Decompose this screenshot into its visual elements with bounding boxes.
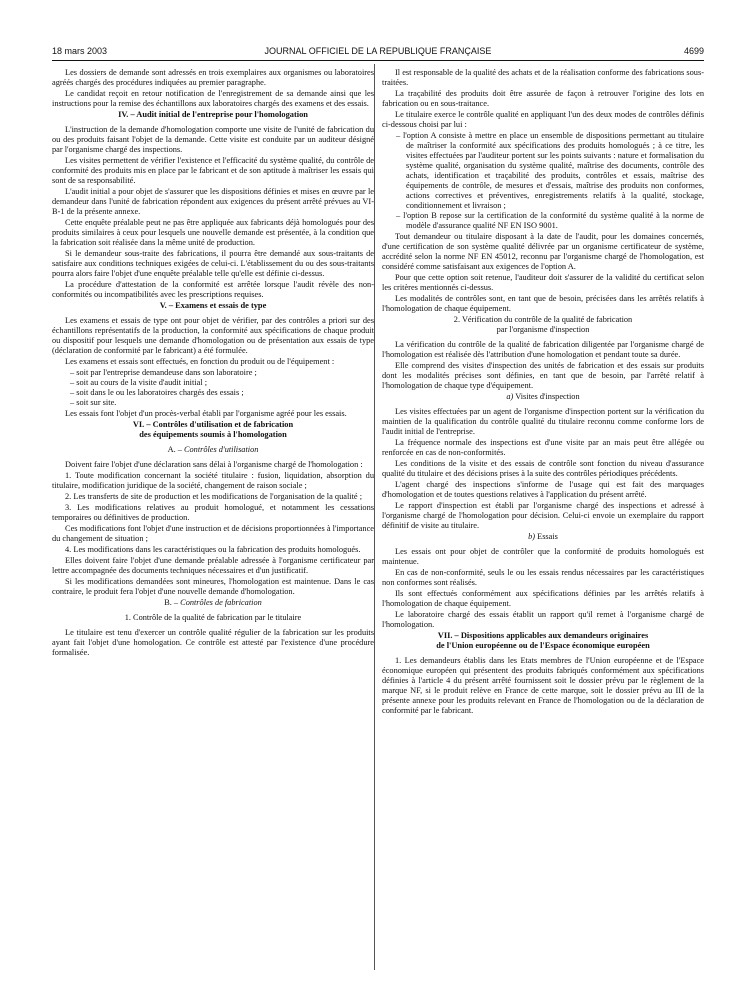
- section-heading-vi: [52, 420, 374, 440]
- subsection-title: Visites d'inspection: [515, 391, 580, 401]
- paragraph: Doivent faire l'objet d'une déclaration sans délai à l'organisme chargé de l'homologation :: [65, 460, 363, 470]
- heading-line: par l'organisme d'inspection: [496, 324, 590, 334]
- list-item: – soit sur site.: [70, 398, 117, 408]
- issue-date: 18 mars 2003: [52, 46, 108, 56]
- sub-subsection-heading-b1: 1. Contrôle de la qualité de fabrication par le titulaire: [124, 613, 302, 623]
- column-divider: [374, 64, 375, 970]
- subsection-title: Contrôles d'utilisation: [183, 445, 259, 455]
- list-item: – soit au cours de la visite d'audit initial ;: [70, 378, 208, 388]
- paragraph: Les conditions de la visite et des essais de contrôle sont fonction du niveau d'assurance qualité du titulaire et des décisions prises à la suite des contrôles périodiques précédents.: [382, 458, 704, 478]
- subsection-title: Essais: [537, 531, 558, 541]
- paragraph: 1. Les demandeurs établis dans les Etats membres de l'Union européenne et de l'Espace économique européen qui présentent des produits fabriqués conformément aux spécifications définies à l'article 4 du présent arrêté fournissent soit le dossier prévu par le règlement de la marque NF, si le produit relève en France de cette marque, soit le dossier prévu au III de la présente annexe pour les produits relevant en France de l'homologation ou de la déclaration de conformité par le fabricant.: [382, 655, 704, 715]
- paragraph: Le laboratoire chargé des essais établit un rapport qu'il remet à l'organisme chargé de l'homologation.: [382, 609, 704, 629]
- paragraph: Elle comprend des visites d'inspection des unités de fabrication et des essais sur produits dont les modalités précises sont définies, en tant que de besoin, par l'arrêté relatif à l'homologation de chaque type d'équipement.: [382, 360, 704, 390]
- paragraph: Le rapport d'inspection est établi par l'organisme chargé des inspections et adressé à l'organisme chargé de l'homologation pour décision. Celui-ci envoie un exemplaire du rapport définitif de visite au titulaire.: [382, 500, 704, 530]
- paragraph: 3. Les modifications relatives au produit homologué, et notamment les cessations temporaires ou définitives de production.: [52, 503, 374, 523]
- paragraph: Les examens et essais sont effectués, en fonction du produit ou de l'équipement :: [65, 357, 335, 367]
- paragraph: Les dossiers de demande sont adressés en trois exemplaires aux organismes ou laboratoires agréés chargés des procédures indiquées au premier paragraphe.: [52, 68, 374, 87]
- header-rule: [52, 60, 704, 61]
- subsection-heading-b: [52, 598, 374, 608]
- paragraph: Elles doivent faire l'objet d'une demande préalable adressée à l'organisme certificateur par lettre accompagnée des documents techniques nécessaires et d'un justificatif.: [52, 556, 374, 576]
- control-options-list: [382, 131, 704, 231]
- heading-line: des équipements soumis à l'homologation: [139, 430, 287, 440]
- list-item: – soit dans le ou les laboratoires chargés des essais ;: [70, 388, 244, 398]
- sub-subsection-heading-b2: [382, 315, 704, 335]
- page-header: [52, 46, 704, 60]
- subsection-heading-a: [52, 445, 374, 455]
- subsection-letter: A. –: [167, 445, 182, 455]
- paragraph: Pour que cette option soit retenue, l'auditeur doit s'assurer de la validité du certificat selon les critères mentionnés ci-dessus.: [382, 273, 704, 292]
- paragraph: En cas de non-conformité, seuls le ou les essais rendus nécessaires par les caractéristiques non conformes sont réalisés.: [382, 567, 704, 587]
- paragraph: Ces modifications font l'objet d'une instruction et de décisions proportionnées à l'importance du changement de situation ;: [52, 524, 374, 544]
- section-heading-v: V. – Examens et essais de type: [159, 301, 267, 311]
- heading-line: VII. – Dispositions applicables aux demandeurs originaires: [437, 630, 649, 640]
- heading-line: VI. – Contrôles d'utilisation et de fabrication: [132, 420, 294, 430]
- paragraph: Si les modifications demandées sont mineures, l'homologation est maintenue. Dans le cas contraire, le produit fera l'objet d'une nouvelle demande d'homologation.: [52, 577, 374, 597]
- paragraph: Le candidat reçoit en retour notification de l'enregistrement de sa demande ainsi que les instructions pour la remise des échantillons aux laboratoires chargés des examens et des essais.: [52, 89, 374, 108]
- paragraph: Les examens et essais de type ont pour objet de vérifier, par des contrôles a priori sur des échantillons représentatifs de la production, la conformité aux spécifications de chaque produit ou dispositif pour lesquels une demande d'homologation ou de présentation aux essais de type (déclaration de conformité par le fabricant) a été formulée.: [52, 316, 374, 356]
- paragraph: La procédure d'attestation de la conformité est arrêtée lorsque l'audit révèle des non-conformités ou incompatibilités avec les prescriptions requises.: [52, 280, 374, 300]
- paragraph: L'instruction de la demande d'homologation comporte une visite de l'unité de fabrication du ou des produits faisant l'objet de la demande. Cette visite est conduite par un auditeur désigné par l'organisme chargé des inspections.: [52, 125, 374, 155]
- paragraph: La vérification du contrôle de la qualité de fabrication diligentée par l'organisme chargé de l'homologation est réalisée dès l'attribution d'une homologation et pendant toute sa durée.: [382, 339, 704, 359]
- paragraph: La traçabilité des produits doit être assurée de façon à retrouver l'origine des lots en fabrication ou en sous-traitance.: [382, 89, 704, 108]
- paragraph: L'audit initial a pour objet de s'assurer que les dispositions définies et mises en œuvre par le demandeur dans l'unité de fabrication répondent aux exigences du présent arrêté prévues au VI-B-1 de la présente annexe.: [52, 187, 374, 217]
- paragraph: Les visites effectuées par un agent de l'organisme d'inspection portent sur la vérification du maintien de la qualification du contrôle qualité du titulaire reconnu comme conforme lors de l'audit initial de l'entreprise.: [382, 406, 704, 436]
- paragraph: Il est responsable de la qualité des achats et de la réalisation conforme des fabrications sous-traitées.: [382, 68, 704, 87]
- paragraph: Ils sont effectués conformément aux spécifications définies par les arrêtés relatifs à l'homologation de chaque équipement.: [382, 588, 704, 608]
- paragraph: Tout demandeur ou titulaire disposant à la date de l'audit, pour les domaines concernés, d'une certification de son système qualité délivrée par un organisme certificateur de système, accrédité selon la norme NF EN 45012, reconnu par l'organisme chargé de l'homologation, est considéré comme satisfaisant aux exigences de l'option A.: [382, 232, 704, 271]
- paragraph: L'agent chargé des inspections s'informe de l'usage qui est fait des marquages d'homologation et de toutes questions relatives à l'application du présent arrêté.: [382, 479, 704, 499]
- paragraph: Les modalités de contrôles sont, en tant que de besoin, précisées dans les arrêtés relatifs à l'homologation de chaque équipement.: [382, 294, 704, 313]
- paragraph: Cette enquête préalable peut ne pas être appliquée aux fabricants déjà homologués pour des produits similaires à ceux pour lesquels une nouvelle demande est présentée, à la condition que la fabrication soit réalisée dans la même unité de production.: [52, 218, 374, 248]
- heading-line: de l'Union européenne ou de l'Espace économique européen: [436, 640, 650, 650]
- paragraph: Les essais font l'objet d'un procès-verbal établi par l'organisme agréé pour les essais.: [65, 409, 347, 419]
- paragraph: 1. Toute modification concernant la société titulaire : fusion, liquidation, absorption du titulaire, modification juridique de la société, changement de raison sociale ;: [52, 471, 374, 491]
- test-location-list: [52, 368, 374, 408]
- subsection-heading-b-essais: [382, 532, 704, 542]
- option-a: – l'option A consiste à mettre en place un ensemble de dispositions permettant au titulaire de maîtriser la conformité aux spécifications des produits homologués ; à ce titre, les visites effectuées par l'auditeur portent sur les points suivants : nature et formalisation du système qualité, organisation du système qualité, maîtrise des documents, contrôle des achats, identification et traçabilité des produits, contrôles et essais, maîtrise des équipements de contrôle, de mesures et d'essais, maîtrise des produits non conformes, actions correctives et préventives, enregistrements relatifs à la qualité, stockage, conditionnement et livraison ;: [396, 131, 704, 210]
- paragraph: La fréquence normale des inspections est d'une visite par an mais peut être allégée ou renforcée en cas de non-conformités.: [382, 437, 704, 457]
- list-item: – soit par l'entreprise demandeuse dans son laboratoire ;: [70, 368, 257, 378]
- page-number: 4699: [683, 46, 704, 56]
- heading-line: 2. Vérification du contrôle de la qualité de fabrication: [453, 315, 633, 324]
- subsection-title: Contrôles de fabrication: [180, 598, 262, 608]
- left-column: [52, 68, 374, 973]
- paragraph: Les essais ont pour objet de contrôler que la conformité de produits homologués est maintenue.: [382, 546, 704, 566]
- paragraph: 4. Les modifications dans les caractéristiques ou la fabrication des produits homologués.: [65, 545, 361, 555]
- option-b: – l'option B repose sur la certification de la conformité du système qualité à la norme de modèle d'assurance qualité NF EN ISO 9001.: [396, 211, 704, 230]
- subsection-letter: b): [528, 531, 536, 541]
- paragraph: Le titulaire est tenu d'exercer un contrôle qualité régulier de la fabrication sur les produits ayant fait l'objet d'une homologation. Ce contrôle est attesté par l'existence d'une procédure formalisée.: [52, 628, 374, 658]
- journal-title: JOURNAL OFFICIEL DE LA REPUBLIQUE FRANÇAISE: [264, 46, 492, 56]
- section-heading-iv: IV. – Audit initial de l'entreprise pour l'homologation: [118, 110, 308, 119]
- section-heading-vii: [382, 631, 704, 651]
- paragraph: Si le demandeur sous-traite des fabrications, il pourra être demandé aux sous-traitants de satisfaire aux conditions techniques exigées de celui-ci. L'établissement du ou des sous-traitants pourra alors faire l'objet d'une enquête préalable telle qu'elle est définie ci-dessus.: [52, 249, 374, 279]
- subsection-letter: B. –: [164, 598, 179, 608]
- subsection-heading-a-inspections: [382, 392, 704, 402]
- subsection-letter: a): [506, 391, 514, 401]
- paragraph: Les visites permettent de vérifier l'existence et l'efficacité du système qualité, du contrôle de conformité des produits mis en place par le fabricant et de son aptitude à maîtriser les essais qui sont de sa responsabilité.: [52, 156, 374, 186]
- paragraph: Le titulaire exerce le contrôle qualité en appliquant l'un des deux modes de contrôles définis ci-dessous choisi par lui :: [382, 110, 704, 129]
- paragraph: 2. Les transferts de site de production et les modifications de l'organisation de la qualité ;: [65, 492, 363, 502]
- right-column: [382, 68, 704, 973]
